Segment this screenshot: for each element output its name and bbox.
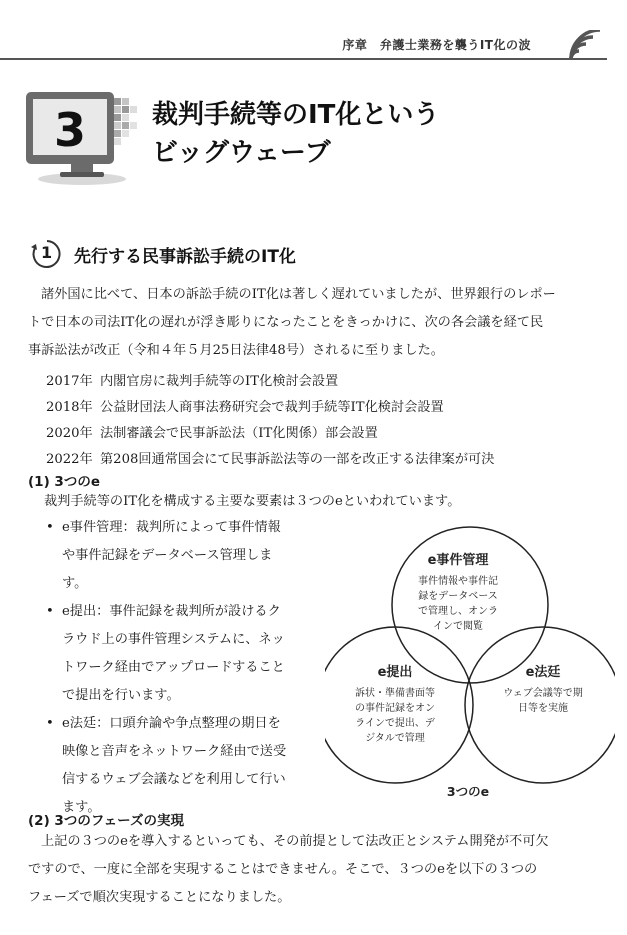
venn-top-line: で管理し、オンラ (418, 606, 498, 617)
subsection-1-lead: 裁判手続等のIT化を構成する主要な要素は３つのeといわれています。 (44, 494, 461, 509)
subsection-2-title: (2) 3つのフェーズの実現 (28, 813, 184, 829)
section-number: 1 (41, 243, 53, 262)
section-number-badge (30, 238, 64, 270)
subsection-1-title: (1) 3つのe (28, 474, 100, 490)
venn-right-line: 日等を実施 (518, 703, 568, 714)
intro-line-2: トで日本の司法IT化の遅れが浮き彫りになったことをきっかけに、次の各会議を経て民 (28, 315, 544, 330)
monitor-icon (22, 88, 142, 188)
section-title: 先行する民事訴訟手続のIT化 (74, 246, 296, 267)
venn-top-line: 事件情報や事件記 (418, 576, 498, 587)
header-text: 序章 弁護士業務を襲うIT化の波 (342, 38, 531, 52)
venn-top-title: e事件管理 (427, 553, 489, 568)
venn-top-line: インで閲覧 (433, 621, 483, 632)
section-heading (30, 238, 296, 270)
bullet-e-filing: • e提出：事件記録を裁判所が設けるク ラウド上の事件管理システムに、ネッ トワーク経由でアップロードすること で提出を行います。 (46, 604, 285, 703)
venn-left-line: ラインで提出、デ (355, 718, 435, 729)
subsection-2-line-1: 上記の３つのeを導入するといっても、その前提として法改正とシステム開発が不可欠 (41, 834, 549, 849)
three-e-venn-diagram (325, 520, 615, 810)
bullet-e-court: • e法廷：口頭弁論や争点整理の期日を 映像と音声をネットワーク経由で送受 信するウェブ会議などを利用して行い ます。 (46, 716, 287, 815)
wave-icon (565, 30, 605, 60)
subsection-2-line-3: フェーズで順次実現することになりました。 (28, 890, 291, 905)
venn-left-title: e提出 (377, 665, 413, 680)
chapter-number: 3 (53, 103, 87, 157)
venn-circle-case-management (392, 527, 548, 683)
timeline-item: 2018年 公益財団法人商事法務研究会で裁判手続等IT化検討会設置 (46, 400, 444, 415)
running-header (0, 30, 627, 60)
venn-left-line: ジタルで管理 (365, 733, 425, 744)
venn-right-title: e法廷 (525, 665, 561, 680)
header-rule (0, 58, 607, 60)
venn-caption: 3つのe (446, 784, 490, 799)
intro-line-1: 諸外国に比べて、日本の訴訟手続のIT化は著しく遅れていましたが、世界銀行のレポー (41, 287, 556, 302)
venn-right-line: ウェブ会議等で期 (503, 688, 583, 699)
venn-top-line: 録をデータベース (418, 591, 498, 602)
timeline-item: 2017年 内閣官房に裁判手続等のIT化検討会設置 (46, 374, 339, 389)
subsection-2-line-2: ですので、一度に全部を実現することはできません。そこで、３つのeを以下の３つの (28, 862, 538, 877)
venn-left-line: 訴状・準備書面等 (355, 688, 435, 699)
timeline-item: 2020年 法制審議会で民事訴訟法（IT化関係）部会設置 (46, 426, 378, 441)
timeline-item: 2022年 第208回通常国会にて民事訴訟法等の一部を改正する法律案が可決 (46, 452, 495, 467)
chapter-title-line1: 裁判手続等のIT化という (152, 100, 440, 130)
venn-left-line: の事件記録をオン (355, 703, 435, 714)
bullet-e-case-management: • e事件管理：裁判所によって事件情報 や事件記録をデータベース管理しま す。 (46, 520, 281, 591)
chapter-title (152, 96, 439, 172)
chapter-title-line2: ビッグウェーブ (152, 138, 331, 168)
intro-line-3: 事訴訟法が改正（令和４年５月25日法律48号）されるに至りました。 (28, 343, 444, 358)
